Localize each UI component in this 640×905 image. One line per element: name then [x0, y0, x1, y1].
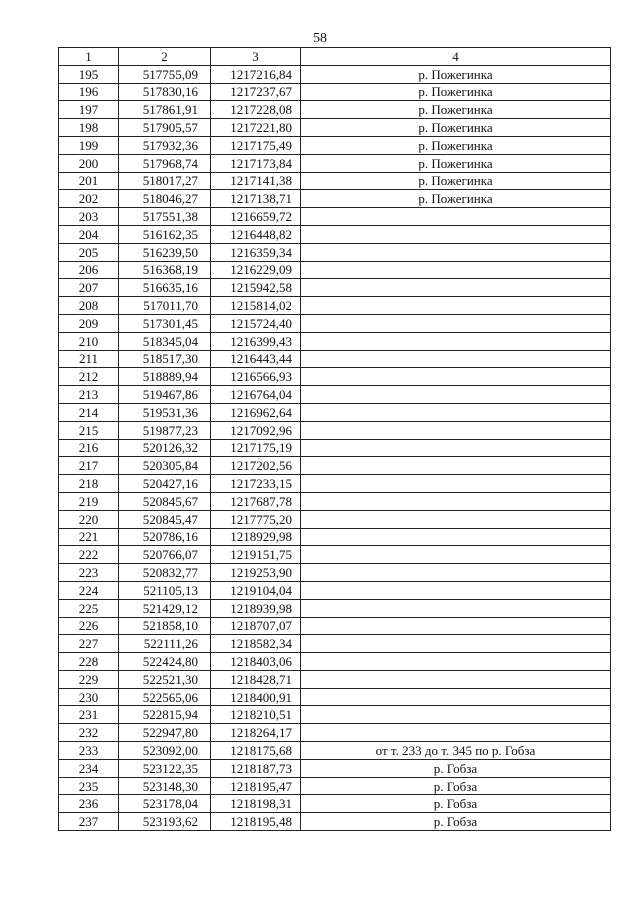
point-number-cell: 217 — [59, 457, 119, 475]
y-coordinate-cell: 1217233,15 — [211, 475, 301, 493]
y-coordinate-cell: 1217138,71 — [211, 190, 301, 208]
description-cell — [301, 724, 611, 742]
x-coordinate-cell: 520305,84 — [119, 457, 211, 475]
x-coordinate-cell: 517301,45 — [119, 314, 211, 332]
y-coordinate-cell: 1219253,90 — [211, 564, 301, 582]
description-cell — [301, 617, 611, 635]
table-row — [59, 528, 611, 546]
point-number-cell: 198 — [59, 119, 119, 137]
table-row — [59, 136, 611, 154]
point-number-cell: 213 — [59, 386, 119, 404]
table-row — [59, 439, 611, 457]
y-coordinate-cell: 1218264,17 — [211, 724, 301, 742]
point-number-cell: 201 — [59, 172, 119, 190]
y-coordinate-cell: 1217775,20 — [211, 510, 301, 528]
x-coordinate-cell: 522815,94 — [119, 706, 211, 724]
column-header-3: 3 — [211, 48, 301, 66]
x-coordinate-cell: 521858,10 — [119, 617, 211, 635]
description-cell — [301, 439, 611, 457]
y-coordinate-cell: 1216448,82 — [211, 225, 301, 243]
x-coordinate-cell: 522521,30 — [119, 670, 211, 688]
x-coordinate-cell: 518046,27 — [119, 190, 211, 208]
table-body — [59, 65, 611, 830]
description-cell — [301, 314, 611, 332]
y-coordinate-cell: 1216659,72 — [211, 208, 301, 226]
table-row — [59, 65, 611, 83]
table-row — [59, 688, 611, 706]
x-coordinate-cell: 517011,70 — [119, 297, 211, 315]
point-number-cell: 214 — [59, 403, 119, 421]
x-coordinate-cell: 522111,26 — [119, 635, 211, 653]
y-coordinate-cell: 1215942,58 — [211, 279, 301, 297]
column-header-4: 4 — [301, 48, 611, 66]
description-cell — [301, 528, 611, 546]
page-number: 58 — [313, 31, 327, 46]
table-row — [59, 457, 611, 475]
point-number-cell: 237 — [59, 813, 119, 831]
x-coordinate-cell: 523092,00 — [119, 742, 211, 760]
table-row — [59, 261, 611, 279]
table-row — [59, 386, 611, 404]
table-row — [59, 475, 611, 493]
description-cell: р. Пожегинка — [301, 190, 611, 208]
description-cell — [301, 208, 611, 226]
y-coordinate-cell: 1217202,56 — [211, 457, 301, 475]
table-row — [59, 403, 611, 421]
point-number-cell: 207 — [59, 279, 119, 297]
y-coordinate-cell: 1218195,47 — [211, 777, 301, 795]
table-row — [59, 350, 611, 368]
x-coordinate-cell: 520786,16 — [119, 528, 211, 546]
x-coordinate-cell: 518017,27 — [119, 172, 211, 190]
description-cell — [301, 403, 611, 421]
table-row — [59, 492, 611, 510]
point-number-cell: 216 — [59, 439, 119, 457]
description-cell — [301, 653, 611, 671]
y-coordinate-cell: 1215814,02 — [211, 297, 301, 315]
table-row — [59, 243, 611, 261]
x-coordinate-cell: 516368,19 — [119, 261, 211, 279]
x-coordinate-cell: 517830,16 — [119, 83, 211, 101]
y-coordinate-cell: 1218195,48 — [211, 813, 301, 831]
x-coordinate-cell: 516635,16 — [119, 279, 211, 297]
description-cell: р. Пожегинка — [301, 154, 611, 172]
description-cell — [301, 564, 611, 582]
x-coordinate-cell: 517905,57 — [119, 119, 211, 137]
y-coordinate-cell: 1217175,19 — [211, 439, 301, 457]
description-cell — [301, 706, 611, 724]
point-number-cell: 202 — [59, 190, 119, 208]
y-coordinate-cell: 1216359,34 — [211, 243, 301, 261]
point-number-cell: 224 — [59, 581, 119, 599]
y-coordinate-cell: 1218400,91 — [211, 688, 301, 706]
table-row — [59, 225, 611, 243]
point-number-cell: 218 — [59, 475, 119, 493]
table-row — [59, 83, 611, 101]
description-cell: р. Гобза — [301, 813, 611, 831]
description-cell: р. Пожегинка — [301, 101, 611, 119]
y-coordinate-cell: 1218210,51 — [211, 706, 301, 724]
description-cell — [301, 599, 611, 617]
description-cell — [301, 457, 611, 475]
description-cell: от т. 233 до т. 345 по р. Гобза — [301, 742, 611, 760]
y-coordinate-cell: 1217237,67 — [211, 83, 301, 101]
point-number-cell: 205 — [59, 243, 119, 261]
x-coordinate-cell: 518889,94 — [119, 368, 211, 386]
point-number-cell: 206 — [59, 261, 119, 279]
y-coordinate-cell: 1218939,98 — [211, 599, 301, 617]
x-coordinate-cell: 519531,36 — [119, 403, 211, 421]
table-row — [59, 190, 611, 208]
y-coordinate-cell: 1217228,08 — [211, 101, 301, 119]
table-row — [59, 617, 611, 635]
table-row — [59, 670, 611, 688]
y-coordinate-cell: 1218175,68 — [211, 742, 301, 760]
x-coordinate-cell: 518517,30 — [119, 350, 211, 368]
x-coordinate-cell: 519467,86 — [119, 386, 211, 404]
point-number-cell: 197 — [59, 101, 119, 119]
x-coordinate-cell: 523122,35 — [119, 759, 211, 777]
x-coordinate-cell: 523148,30 — [119, 777, 211, 795]
point-number-cell: 232 — [59, 724, 119, 742]
x-coordinate-cell: 516162,35 — [119, 225, 211, 243]
y-coordinate-cell: 1217173,84 — [211, 154, 301, 172]
point-number-cell: 209 — [59, 314, 119, 332]
description-cell: р. Пожегинка — [301, 136, 611, 154]
y-coordinate-cell: 1218403,06 — [211, 653, 301, 671]
y-coordinate-cell: 1218707,07 — [211, 617, 301, 635]
x-coordinate-cell: 517861,91 — [119, 101, 211, 119]
y-coordinate-cell: 1216566,93 — [211, 368, 301, 386]
point-number-cell: 199 — [59, 136, 119, 154]
point-number-cell: 231 — [59, 706, 119, 724]
table-row — [59, 101, 611, 119]
description-cell — [301, 688, 611, 706]
x-coordinate-cell: 522565,06 — [119, 688, 211, 706]
point-number-cell: 220 — [59, 510, 119, 528]
column-header-1: 1 — [59, 48, 119, 66]
table-row — [59, 795, 611, 813]
x-coordinate-cell: 517968,74 — [119, 154, 211, 172]
table-row — [59, 706, 611, 724]
y-coordinate-cell: 1218428,71 — [211, 670, 301, 688]
x-coordinate-cell: 517932,36 — [119, 136, 211, 154]
point-number-cell: 200 — [59, 154, 119, 172]
table-row — [59, 297, 611, 315]
description-cell: р. Гобза — [301, 795, 611, 813]
description-cell — [301, 243, 611, 261]
y-coordinate-cell: 1218198,31 — [211, 795, 301, 813]
x-coordinate-cell: 520845,67 — [119, 492, 211, 510]
point-number-cell: 204 — [59, 225, 119, 243]
x-coordinate-cell: 522424,80 — [119, 653, 211, 671]
description-cell — [301, 386, 611, 404]
point-number-cell: 225 — [59, 599, 119, 617]
x-coordinate-cell: 523193,62 — [119, 813, 211, 831]
x-coordinate-cell: 521429,12 — [119, 599, 211, 617]
point-number-cell: 222 — [59, 546, 119, 564]
point-number-cell: 212 — [59, 368, 119, 386]
point-number-cell: 211 — [59, 350, 119, 368]
y-coordinate-cell: 1215724,40 — [211, 314, 301, 332]
x-coordinate-cell: 523178,04 — [119, 795, 211, 813]
x-coordinate-cell: 517755,09 — [119, 65, 211, 83]
table-row — [59, 599, 611, 617]
point-number-cell: 235 — [59, 777, 119, 795]
point-number-cell: 236 — [59, 795, 119, 813]
table-row — [59, 154, 611, 172]
description-cell: р. Пожегинка — [301, 119, 611, 137]
x-coordinate-cell: 520126,32 — [119, 439, 211, 457]
table-row — [59, 564, 611, 582]
y-coordinate-cell: 1217092,96 — [211, 421, 301, 439]
y-coordinate-cell: 1217141,38 — [211, 172, 301, 190]
description-cell — [301, 635, 611, 653]
table-header-row — [59, 48, 611, 66]
description-cell — [301, 492, 611, 510]
y-coordinate-cell: 1217221,80 — [211, 119, 301, 137]
point-number-cell: 219 — [59, 492, 119, 510]
table-row — [59, 172, 611, 190]
table-row — [59, 314, 611, 332]
coordinates-table — [58, 47, 611, 831]
description-cell — [301, 510, 611, 528]
table-row — [59, 510, 611, 528]
x-coordinate-cell: 520845,47 — [119, 510, 211, 528]
description-cell — [301, 350, 611, 368]
table-row — [59, 742, 611, 760]
y-coordinate-cell: 1216443,44 — [211, 350, 301, 368]
table-row — [59, 208, 611, 226]
table-row — [59, 653, 611, 671]
x-coordinate-cell: 521105,13 — [119, 581, 211, 599]
table-row — [59, 546, 611, 564]
x-coordinate-cell: 522947,80 — [119, 724, 211, 742]
description-cell: р. Гобза — [301, 777, 611, 795]
table-row — [59, 119, 611, 137]
description-cell — [301, 475, 611, 493]
table-row — [59, 777, 611, 795]
point-number-cell: 229 — [59, 670, 119, 688]
point-number-cell: 210 — [59, 332, 119, 350]
point-number-cell: 208 — [59, 297, 119, 315]
point-number-cell: 203 — [59, 208, 119, 226]
point-number-cell: 221 — [59, 528, 119, 546]
y-coordinate-cell: 1216229,09 — [211, 261, 301, 279]
point-number-cell: 226 — [59, 617, 119, 635]
point-number-cell: 215 — [59, 421, 119, 439]
description-cell — [301, 670, 611, 688]
description-cell — [301, 546, 611, 564]
table-row — [59, 581, 611, 599]
y-coordinate-cell: 1216962,64 — [211, 403, 301, 421]
x-coordinate-cell: 518345,04 — [119, 332, 211, 350]
y-coordinate-cell: 1216764,04 — [211, 386, 301, 404]
point-number-cell: 228 — [59, 653, 119, 671]
description-cell — [301, 279, 611, 297]
point-number-cell: 230 — [59, 688, 119, 706]
y-coordinate-cell: 1219151,75 — [211, 546, 301, 564]
description-cell — [301, 421, 611, 439]
x-coordinate-cell: 516239,50 — [119, 243, 211, 261]
table-row — [59, 279, 611, 297]
y-coordinate-cell: 1217216,84 — [211, 65, 301, 83]
y-coordinate-cell: 1219104,04 — [211, 581, 301, 599]
point-number-cell: 223 — [59, 564, 119, 582]
point-number-cell: 234 — [59, 759, 119, 777]
x-coordinate-cell: 520766,07 — [119, 546, 211, 564]
column-header-2: 2 — [119, 48, 211, 66]
table-row — [59, 368, 611, 386]
x-coordinate-cell: 517551,38 — [119, 208, 211, 226]
description-cell: р. Пожегинка — [301, 83, 611, 101]
table-row — [59, 635, 611, 653]
table-row — [59, 421, 611, 439]
description-cell: р. Гобза — [301, 759, 611, 777]
description-cell — [301, 581, 611, 599]
description-cell — [301, 261, 611, 279]
description-cell: р. Пожегинка — [301, 172, 611, 190]
table-row — [59, 332, 611, 350]
y-coordinate-cell: 1218187,73 — [211, 759, 301, 777]
table-row — [59, 724, 611, 742]
point-number-cell: 233 — [59, 742, 119, 760]
description-cell — [301, 368, 611, 386]
description-cell — [301, 297, 611, 315]
description-cell: р. Пожегинка — [301, 65, 611, 83]
x-coordinate-cell: 520427,16 — [119, 475, 211, 493]
description-cell — [301, 332, 611, 350]
y-coordinate-cell: 1216399,43 — [211, 332, 301, 350]
point-number-cell: 195 — [59, 65, 119, 83]
x-coordinate-cell: 520832,77 — [119, 564, 211, 582]
description-cell — [301, 225, 611, 243]
y-coordinate-cell: 1218929,98 — [211, 528, 301, 546]
point-number-cell: 196 — [59, 83, 119, 101]
table-row — [59, 813, 611, 831]
x-coordinate-cell: 519877,23 — [119, 421, 211, 439]
y-coordinate-cell: 1218582,34 — [211, 635, 301, 653]
y-coordinate-cell: 1217175,49 — [211, 136, 301, 154]
y-coordinate-cell: 1217687,78 — [211, 492, 301, 510]
table-row — [59, 759, 611, 777]
point-number-cell: 227 — [59, 635, 119, 653]
